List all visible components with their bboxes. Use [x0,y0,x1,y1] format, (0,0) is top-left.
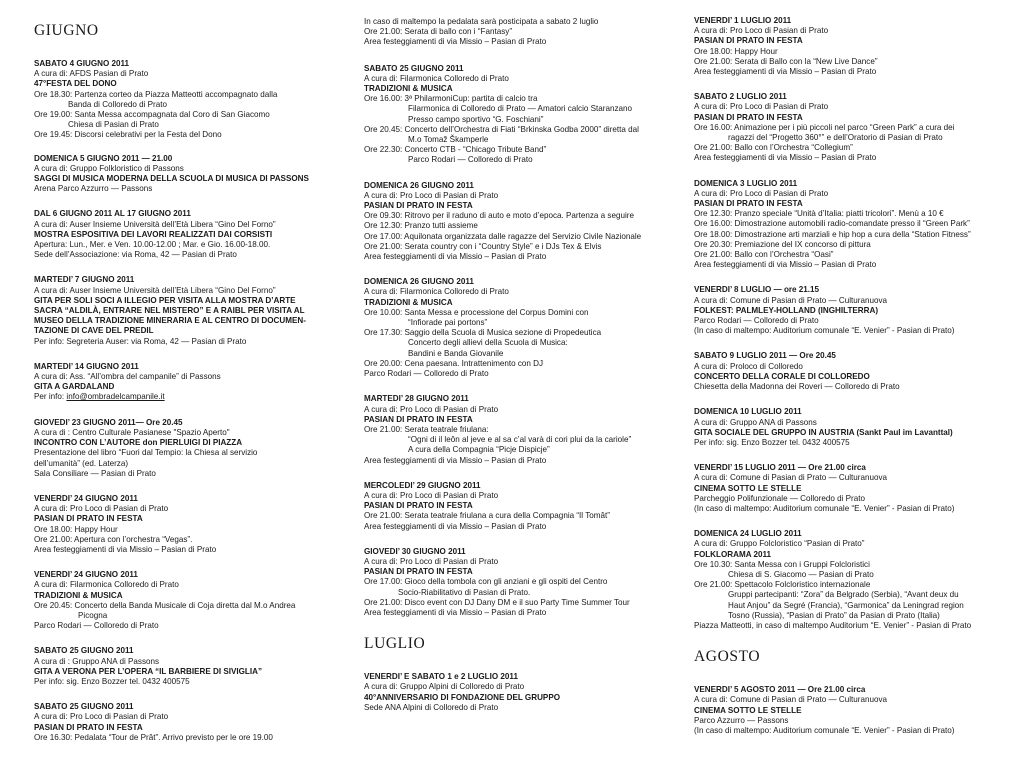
event-detail: Ore 18.00: Happy Hour [694,46,778,56]
event-detail: Sede dell’Associazione: via Roma, 42 — Pasian di Prato [34,250,237,260]
event-heading: SABATO 4 GIUGNO 2011 [34,59,130,68]
event-detail: Ore 17.00: Aquilonata organizzata dalle ragazze del Servizio Civile Nazionale [364,231,642,241]
event-heading: GITA A GARDALAND [34,382,115,392]
event-detail: A cura di: Pro Loco di Pasian di Prato [34,712,169,722]
email-link[interactable]: info@ombradelcampanile.it [66,392,165,402]
event-detail: Ore 21.00: Serata teatrale friulana: [364,424,489,434]
event-detail: Area festeggiamenti di via Missio – Pasian di Prato [364,252,547,262]
event-detail: A cura di: Auser Insieme Università dell’Età Libera “Gino Del Forno” [34,285,276,295]
event-detail: A cura di: Comune di Pasian di Prato — Culturanuova [694,295,888,305]
event-block [34,418,352,479]
event-block [364,394,686,465]
month-heading: LUGLIO [364,635,426,653]
event-detail: Per info: sig. Enzo Bozzer tel. 0432 400575 [694,437,850,447]
event-detail: (In caso di maltempo: Auditorium comunale “E. Venier” - Pasian di Prato) [694,725,955,735]
event-block [34,59,352,141]
event-heading: DAL 6 GIUGNO 2011 AL 17 GIUGNO 2011 [34,209,191,219]
event-heading: MERCOLEDI’ 29 GIUGNO 2011 [364,480,481,490]
event-heading: VENERDI’ 1 LUGLIO 2011 [694,16,792,25]
event-block [34,209,352,260]
event-detail: Ore 16.30: Pedalata “Tour de Prât”. Arrivo previsto per le ore 19.00 [34,732,273,742]
event-detail [34,392,352,402]
event-heading: DOMENICA 24 LUGLIO 2011 [694,529,802,539]
event-detail: Parco Azzurro — Passons [694,715,789,725]
event-detail: Area festeggiamenti di via Missio – Pasian di Prato [364,607,547,617]
event-block [34,702,352,743]
event-detail: Ore 17.00: Gioco della tombola con gli anziani e gli ospiti del Centro [364,577,608,587]
event-heading: VENERDI’ 5 AGOSTO 2011 — Ore 21.00 circa [694,685,866,695]
event-heading: SABATO 9 LUGLIO 2011 — Ore 20.45 [694,351,836,361]
event-detail: Ore 19.45: Discorsi celebrativi per la Festa del Dono [34,130,222,140]
event-detail: A cura di: Pro Loco di Pasian di Prato [694,188,829,198]
event-heading: CINEMA SOTTO LE STELLE [694,705,802,715]
event-detail: Sala Consiliare — Pasian di Prato [34,468,156,478]
event-block [694,463,1016,514]
event-heading: SACRA “ALDILÀ, ENTRARE NEL MISTERO” E A RAIBL PER VISITA AL [34,306,305,316]
event-detail: Parco Rodari — Colloredo di Prato [694,316,819,326]
event-detail: Ore 22.30: Concerto CTB - “Chicago Tribute Band” [364,145,547,155]
event-block [694,179,1016,271]
month-heading: AGOSTO [694,648,761,666]
event-heading: MARTEDI’ 7 GIUGNO 2011 [34,275,135,285]
event-detail: A cura di: Pro Loco di Pasian di Prato [694,26,829,36]
event-heading: PASIAN DI PRATO IN FESTA [364,201,473,211]
event-heading: VENERDI’ 15 LUGLIO 2011 — Ore 21.00 circa [694,463,866,473]
event-detail: A cura di: Gruppo ANA di Passons [694,417,817,427]
event-detail: A cura di: Proloco di Colloredo [694,361,803,371]
month-heading: GIUGNO [34,22,99,39]
event-detail: Picogna [78,610,108,620]
event-detail: Area festeggiamenti di via Missio – Pasian di Prato [364,521,547,531]
event-detail: Chiesa di Pasian di Prato [68,120,159,130]
event-detail: Ore 09.30: Ritrovo per il raduno di auto e moto d’epoca. Partenza a seguire [364,211,634,221]
event-heading: VENERDI’ 24 GIUGNO 2011 [34,493,138,503]
event-detail: Ore 21.00: Ballo con l’Orchestra “Oasi” [694,250,834,260]
event-detail: A cura di: Gruppo Folkloristico di Passons [34,163,184,173]
event-heading: DOMENICA 5 GIUGNO 2011 — 21.00 [34,153,173,163]
event-detail: A cura della Compagnia “Picje Dispicje” [408,445,550,455]
event-detail: Presso campo sportivo “G. Foschiani” [408,114,544,124]
event-detail: A cura di : Gruppo ANA di Passons [34,656,160,666]
event-heading: SABATO 25 GIUGNO 2011 [364,63,464,73]
event-detail: In caso di maltempo la pedalata sarà posticipata a sabato 2 luglio [364,17,599,26]
event-heading: GITA SOCIALE DEL GRUPPO IN AUSTRIA (Sankt Paul im Lavanttal) [694,427,953,437]
event-block [364,481,686,532]
event-detail: A cura di: Gruppo Folcloristico “Pasian di Prato” [694,539,865,549]
event-heading: TRADIZIONI & MUSICA [364,297,453,307]
event-heading: DOMENICA 26 GIUGNO 2011 [364,277,474,287]
event-detail: Ore 12.30: Pranzo speciale “Unità d’Italia: piatti tricolori”. Menù a 10 € [694,209,944,219]
event-detail: A cura di : Centro Culturale Pasianese "Spazio Aperto" [34,427,230,437]
event-block [694,16,1016,77]
event-heading: MUSEO DELLA TRADIZIONE MINERARIA E AL CENTRO DI DOCUMEN- [34,316,306,326]
event-block [694,529,1016,631]
event-detail: Ore 16.00: Dimostrazione automobili radio-comandate presso il “Green Park” [694,219,970,229]
event-detail: Parco Rodari — Colloredo di Prato [408,155,533,165]
event-detail: A cura di: Pro Loco di Pasian di Prato [34,504,169,514]
event-block [694,351,1016,392]
event-heading: PASIAN DI PRATO IN FESTA [34,722,143,732]
event-detail: Ore 17.30: Saggio della Scuola di Musica sezione di Propedeutica [364,328,602,338]
event-detail: Ore 12.30: Pranzo tutti assieme [364,221,478,231]
event-detail: Ore 21.00: Apertura con l’orchestra “Vegas”. [34,534,193,544]
event-block [34,154,352,195]
event-detail: Ore 10.00: Santa Messa e processione del Corpus Domini con [364,307,589,317]
event-detail: Area festeggiamenti di via Missio – Pasian di Prato [694,260,877,270]
event-detail: Banda di Colloredo di Prato [68,99,167,109]
event-detail: Ore 21.00: Serata teatrale friulana a cura della Compagnia “Il Tomât” [364,511,610,521]
event-detail: Gruppi partecipanti: “Zora” da Belgrado (Serbia), “Avant deux du [728,590,959,600]
event-block [694,285,1016,336]
event-detail: Bandini e Banda Giovanile [408,348,504,358]
event-heading: FOLKEST: PALMLEY-HOLLAND (INGHILTERRA) [694,305,879,315]
column-middle [364,17,686,728]
event-detail: Ore 18.00: Dimostrazione arti marziali e hip hop a cura della “Station Fitness” [694,229,971,239]
event-detail: “Infiorade pai portons” [408,318,488,328]
event-detail: Ore 20.00: Cena paesana. Intrattenimento con DJ [364,358,544,368]
event-block [694,92,1016,163]
event-detail: Chiesa di S. Giacomo — Pasian di Prato [728,569,874,579]
event-heading: SAGGI DI MUSICA MODERNA DELLA SCUOLA DI MUSICA DI PASSONS [34,174,309,184]
event-heading: FOLKLORAMA 2011 [694,549,772,559]
event-detail: Socio-Riabilitativo di Pasian di Prato. [398,587,531,597]
event-heading: VENERDI’ 24 GIUGNO 2011 [34,570,138,580]
event-detail: Ore 20.45: Concerto della Banda Musicale di Coja diretta dal M.o Andrea [34,600,296,610]
event-detail: Concerto degli allievi della Scuola di Musica: [408,338,568,348]
event-detail: Ore 21.00: Serata country con i “Country Style” e i DJs Tex & Elvis [364,241,602,251]
event-block [34,494,352,555]
event-block [364,547,686,618]
event-detail: Per info: Segreteria Auser: via Roma, 42 — Pasian di Prato [34,336,247,346]
event-detail: Ore 21.00: Ballo con l’Orchestra “Collegium” [694,143,853,153]
event-heading: TRADIZIONI & MUSICA [364,84,453,94]
event-heading: SABATO 25 GIUGNO 2011 [34,702,134,712]
event-detail: Ore 21.00: Disco event con DJ Dany DM e il suo Party Time Summer Tour [364,597,630,607]
event-detail: Parco Rodari — Colloredo di Prato [34,621,159,631]
event-heading: SABATO 25 GIUGNO 2011 [34,646,134,656]
event-detail: ragazzi del “Progetto 360°” e dell’Oratorio di Pasian di Prato [728,133,943,143]
event-heading: MARTEDI’ 14 GIUGNO 2011 [34,361,139,371]
event-detail: Ore 18.30: Partenza corteo da Piazza Matteotti accompagnato dalla [34,89,278,99]
event-detail: Parcheggio Polifunzionale — Colloredo di Prato [694,493,865,503]
event-heading: INCONTRO CON L’AUTORE don PIERLUIGI DI PIAZZA [34,438,243,448]
event-detail: Filarmonica di Colloredo di Prato — Amatori calcio Staranzano [408,104,633,114]
event-detail: “Ogni di il leôn al jeve e al sa c’al varà di cori plui da la cariole” [408,435,632,445]
event-detail: Ore 21.00: Serata di ballo con i “Fantasy” [364,27,513,37]
event-block [34,362,352,403]
event-detail: Apertura: Lun., Mer. e Ven. 10.00-12.00 ; Mar. e Gio. 16.00-18.00. [34,240,271,250]
event-block [694,407,1016,448]
event-block [364,672,686,713]
event-heading: CINEMA SOTTO LE STELLE [694,483,802,493]
event-detail: Sede ANA Alpini di Colloredo di Prato [364,702,499,712]
event-detail: A cura di: Comune di Pasian di Prato — Culturanuova [694,473,888,483]
event-detail: (In caso di maltempo: Auditorium comunale “E. Venier” - Pasian di Prato) [694,503,955,513]
event-detail: Ore 16.00: 3ª PhilarmoniCup: partita di calcio tra [364,94,538,104]
event-detail: Ore 21.00: Spettacolo Folcloristico internazionale [694,580,871,590]
event-detail: Ore 20.30: Premiazione del IX concorso di pittura [694,239,871,249]
event-heading: VENERDI’ E SABATO 1 e 2 LUGLIO 2011 [364,672,518,682]
event-detail: Area festeggiamenti di via Missio – Pasian di Prato [694,153,877,163]
event-heading: TAZIONE DI CAVE DEL PREDIL [34,326,154,336]
event-detail: Chiesetta della Madonna dei Roveri — Colloredo di Prato [694,382,900,392]
event-detail: A cura di: Filarmonica Colloredo di Prato [364,73,509,83]
event-block [34,570,352,631]
event-detail: Haut Anjou” da Segré (Francia), “Garmonica” da Leningrad region [728,600,964,610]
event-detail: Ore 16.00: Animazione per i più piccoli nel parco “Green Park” a cura dei [694,122,955,132]
event-detail: A cura di: Gruppo Alpini di Colloredo di Prato [364,682,525,692]
event-heading: PASIAN DI PRATO IN FESTA [694,112,803,122]
event-detail: Parco Rodari — Colloredo di Prato [364,369,489,379]
event-heading: PASIAN DI PRATO IN FESTA [694,36,803,46]
event-block [364,277,686,379]
event-detail: Ore 18.00: Happy Hour [34,524,118,534]
event-block [364,17,686,48]
event-detail: Per info: sig. Enzo Bozzer tel. 0432 400575 [34,676,190,686]
event-detail: Presentazione del libro “Fuori dal Tempio: la Chiesa al servizio [34,448,258,458]
column-right [694,16,1016,736]
event-detail: Area festeggiamenti di via Missio – Pasian di Prato [364,37,547,47]
event-detail: A cura di: AFDS Pasian di Prato [34,69,149,79]
event-heading: GITA PER SOLI SOCI A ILLEGIO PER VISITA ALLA MOSTRA D’ARTE [34,295,296,305]
event-heading: 47°FESTA DEL DONO [34,79,117,89]
event-block [364,64,686,166]
event-detail: (In caso di maltempo: Auditorium comunale “E. Venier” - Pasian di Prato) [694,326,955,336]
event-detail: Ore 10.30: Santa Messa con i Gruppi Folcloristici [694,559,870,569]
event-heading: VENERDI’ 8 LUGLIO — ore 21.15 [694,285,820,295]
event-detail: Tosno (Russia), “Pasian di Prato” da Pasian di Prato (Italia) [728,610,940,620]
event-detail: Piazza Matteotti, in caso di maltempo Auditorium “E. Venier” - Pasian di Prato [694,620,972,630]
event-detail: Area festeggiamenti di via Missio – Pasian di Prato [364,455,547,465]
event-detail: Area festeggiamenti di via Missio – Pasian di Prato [694,67,877,77]
event-heading: DOMENICA 26 GIUGNO 2011 [364,180,474,190]
event-detail: A cura di: Ass. “All’ombra del campanile” di Passons [34,372,221,382]
event-heading: DOMENICA 3 LUGLIO 2011 [694,178,798,188]
event-heading: PASIAN DI PRATO IN FESTA [34,514,143,524]
event-heading: MOSTRA ESPOSITIVA DEI LAVORI REALIZZATI DAI CORSISTI [34,229,273,239]
event-heading: PASIAN DI PRATO IN FESTA [364,567,473,577]
event-heading: MARTEDI’ 28 GIUGNO 2011 [364,394,469,404]
event-detail: A cura di: Pro Loco di Pasian di Prato [694,102,829,112]
event-detail: A cura di: Pro Loco di Pasian di Prato [364,190,499,200]
event-detail: A cura di: Comune di Pasian di Prato — Culturanuova [694,695,888,705]
event-heading: GIOVEDI’ 23 GIUGNO 2011— Ore 20.45 [34,417,183,427]
event-heading: PASIAN DI PRATO IN FESTA [364,501,473,511]
event-detail: M.o Tomaž Škamperle [408,135,489,145]
event-heading: CONCERTO DELLA CORALE DI COLLOREDO [694,371,870,381]
event-detail: dell’umanità” (ed. Laterza) [34,458,129,468]
event-heading: 40°ANNIVERSARIO DI FONDAZIONE DEL GRUPPO [364,692,561,702]
event-detail: A cura di: Filarmonica Colloredo di Prato [34,580,179,590]
info-label: Per info: [34,392,67,402]
event-heading: SABATO 2 LUGLIO 2011 [694,92,787,102]
event-detail: A cura di: Pro Loco di Pasian di Prato [364,404,499,414]
event-heading: PASIAN DI PRATO IN FESTA [694,199,803,209]
event-detail: Ore 19.00: Santa Messa accompagnata dal Coro di San Giacomo [34,110,270,120]
event-detail: A cura di: Pro Loco di Pasian di Prato [364,490,499,500]
event-detail: Area festeggiamenti di via Missio – Pasian di Prato [34,544,217,554]
event-heading: DOMENICA 10 LUGLIO 2011 [694,407,802,417]
event-heading: PASIAN DI PRATO IN FESTA [364,414,473,424]
column-left [34,22,352,758]
event-detail: Arena Parco Azzurro — Passons [34,184,153,194]
event-block [34,646,352,687]
event-block [364,181,686,263]
event-detail: Ore 21.00: Serata di Ballo con la “New Live Dance” [694,56,878,66]
event-detail: A cura di: Pro Loco di Pasian di Prato [364,556,499,566]
event-heading: TRADIZIONI & MUSICA [34,590,123,600]
event-heading: GITA A VERONA PER L’OPERA “IL BARBIERE DI SIVIGLIA” [34,666,262,676]
event-detail: Ore 20.45: Concerto dell’Orchestra di Fiati “Brkinska Godba 2000” diretta dal [364,124,639,134]
event-detail: A cura di: Auser Insieme Università dell’Età Libera “Gino Del Forno” [34,219,276,229]
event-detail: A cura di: Filarmonica Colloredo di Prato [364,287,509,297]
event-heading: GIOVEDI’ 30 GIUGNO 2011 [364,546,466,556]
event-block [694,685,1016,736]
event-block [34,275,352,346]
